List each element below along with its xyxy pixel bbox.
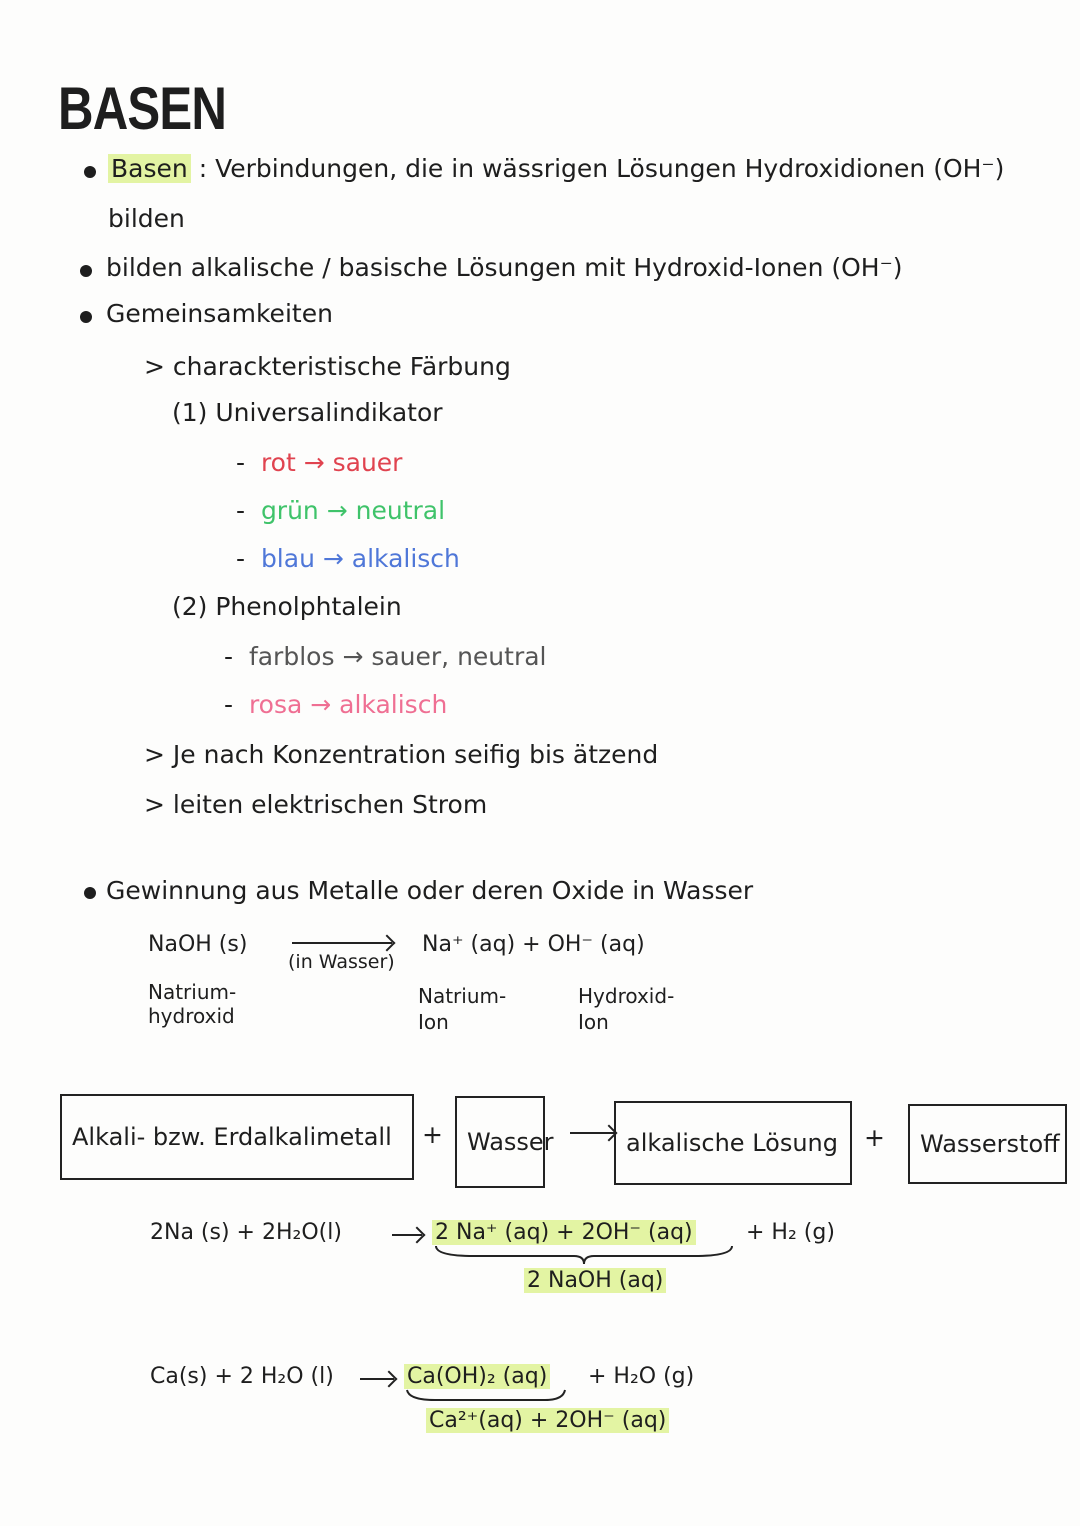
bullet-dot (80, 311, 92, 323)
eq2-extra: + H₂ (g) (746, 1220, 835, 1245)
eq2-summary-wrap (524, 1268, 666, 1293)
eq1-products: Na⁺ (aq) + OH⁻ (aq) (422, 932, 645, 957)
feature-faerbung: > charackteristische Färbung (144, 352, 511, 381)
page-title: BASEN (58, 75, 227, 142)
box-wasser: Wasser (455, 1096, 545, 1188)
box-wasserstoff: Wasserstoff (908, 1104, 1067, 1184)
eq3-left: Ca(s) + 2 H₂O (l) (150, 1364, 334, 1389)
ind1-blue-row: - blau → alkalisch (236, 544, 460, 573)
indicator-2-title: (2) Phenolphtalein (172, 592, 402, 621)
ind2-color-1: farblos (248, 642, 335, 671)
eq1-arrow (292, 942, 392, 944)
eq2-summary: 2 NaOH (aq) (524, 1268, 666, 1293)
feature-konzentration: > Je nach Konzentration seifig bis ätzend (144, 740, 659, 769)
ind1-red-color: rot (260, 448, 296, 477)
definition-line (108, 154, 1004, 183)
ind2-color-2: rosa (248, 690, 303, 719)
eq2-products-wrap (432, 1220, 696, 1245)
ind1-blue-color: blau (260, 544, 315, 573)
eq3-extra: + H₂O (g) (588, 1364, 695, 1389)
feature-strom: > leiten elektrischen Strom (144, 790, 488, 819)
box-alkalische-loesung: alkalische Lösung (614, 1101, 852, 1185)
definition-continuation: bilden (108, 204, 185, 233)
eq1-label-reactant-line1: Natrium- (148, 980, 237, 1004)
eq1-condition: (in Wasser) (288, 951, 395, 973)
eq2-products: 2 Na⁺ (aq) + 2OH⁻ (aq) (432, 1220, 696, 1245)
ind1-blue-result: → alkalisch (322, 544, 460, 573)
eq3-ions-wrap (426, 1408, 669, 1433)
ind1-green-row: - grün → neutral (236, 496, 446, 525)
ind1-red-row: - rot → sauer (236, 448, 403, 477)
eq1-label-product2 (578, 983, 674, 1035)
eq2-left: 2Na (s) + 2H₂O(l) (150, 1220, 342, 1245)
ind2-result-2: → alkalisch (310, 690, 448, 719)
box-alkalimetall: Alkali- bzw. Erdalkalimetall (60, 1094, 414, 1180)
eq1-label-p2-line2: Ion (578, 1010, 609, 1034)
eq2-brace (434, 1244, 734, 1266)
word-eq-arrow (570, 1132, 614, 1134)
bullet-basic-solutions: bilden alkalische / basische Lösungen mit Hydroxid-Ionen (OH⁻) (106, 253, 903, 282)
eq3-ions: Ca²⁺(aq) + 2OH⁻ (aq) (426, 1408, 669, 1433)
ind1-red-result: → sauer (303, 448, 403, 477)
bullet-dot (80, 265, 92, 277)
definition-colon: : (198, 154, 208, 183)
ind2-row-1: - farblos → sauer, neutral (224, 642, 547, 671)
box-plus-2: + (864, 1123, 885, 1152)
definition-text: Verbindungen, die in wässrigen Lösungen Hydroxidionen (OH⁻) (215, 154, 1005, 183)
ind2-result-1: → sauer, neutral (342, 642, 547, 671)
ind1-green-result: → neutral (326, 496, 446, 525)
eq3-product: Ca(OH)₂ (aq) (404, 1364, 550, 1389)
ind1-green-color: grün (260, 496, 319, 525)
box-plus-1: + (422, 1120, 443, 1149)
eq1-label-reactant (148, 980, 236, 1028)
indicator-1-title: (1) Universalindikator (172, 398, 443, 427)
bullet-dot (84, 166, 96, 178)
ind2-row-2: - rosa → alkalisch (224, 690, 448, 719)
bullet-dot (84, 887, 96, 899)
bullet-gemeinsamkeiten: Gemeinsamkeiten (106, 299, 333, 328)
term-basen: Basen (108, 154, 191, 183)
gewinnung-heading: Gewinnung aus Metalle oder deren Oxide in Wasser (106, 876, 754, 905)
eq1-label-product1 (418, 983, 506, 1035)
eq1-label-reactant-line2: hydroxid (148, 1004, 235, 1028)
eq1-label-p1-line1: Natrium- (418, 984, 507, 1008)
eq3-underline (405, 1388, 567, 1404)
eq3-arrow (360, 1378, 394, 1380)
eq1-reactant: NaOH (s) (148, 932, 248, 957)
eq1-label-p2-line1: Hydroxid- (578, 984, 675, 1008)
eq3-product-wrap (404, 1364, 550, 1389)
eq1-label-p1-line2: Ion (418, 1010, 449, 1034)
eq2-arrow (392, 1234, 422, 1236)
